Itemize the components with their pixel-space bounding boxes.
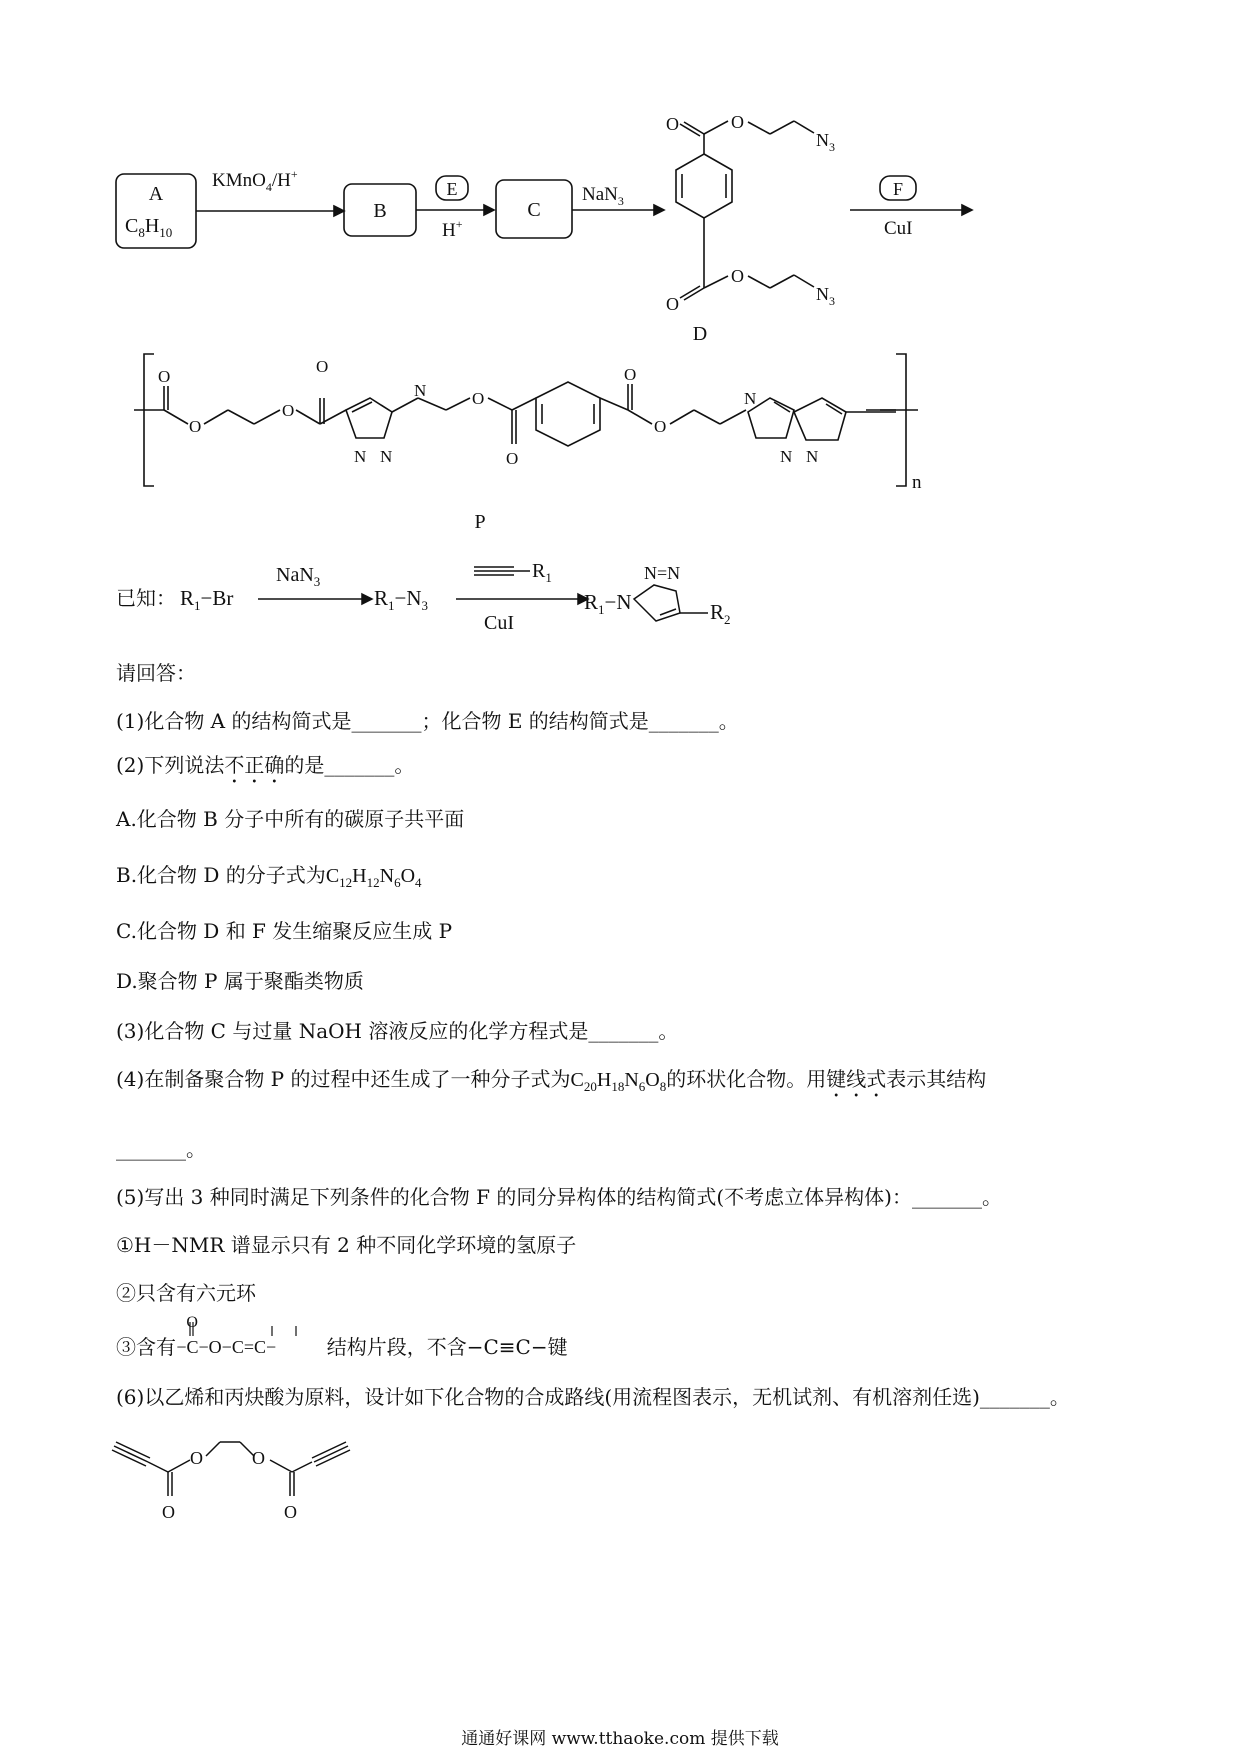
question-4: (4)在制备聚合物 P 的过程中还生成了一种分子式为$C_{20}H_{18}N_6O_8$的环状化合物。用键线式表示其结构	[116, 1067, 987, 1094]
p-n-3: N	[380, 447, 393, 466]
d-n3-bottom: $N_3$	[816, 284, 835, 308]
p-o-6: O	[506, 449, 519, 468]
circled-e-label: E	[446, 179, 458, 199]
known-product-r1: $R_1-N$	[584, 590, 632, 617]
option-a: A.化合物 B 分子中所有的碳原子共平面	[116, 807, 465, 831]
known-product-r2: $R_2$	[710, 600, 731, 627]
ester-fragment: O −C−O−C=C−	[176, 1314, 277, 1357]
box-a-formula: $C_8H_{10}$	[125, 215, 173, 240]
condition-1: ①H－NMR 谱显示只有 2 种不同化学环境的氢原子	[116, 1233, 577, 1257]
option-c: C.化合物 D 和 F 发生缩聚反应生成 P	[116, 919, 453, 943]
question-5: (5)写出 3 种同时满足下列条件的化合物 F 的同分异构体的结构简式(不考虑立体异构体)：_______。	[116, 1185, 1002, 1209]
polymer-label: P	[474, 511, 486, 533]
d-o-1: O	[666, 114, 679, 134]
p-o-2: O	[189, 417, 202, 436]
p-o-4: O	[316, 357, 329, 376]
target-o-1: O	[190, 1448, 203, 1468]
target-o-2: O	[252, 1448, 265, 1468]
question-3: (3)化合物 C 与过量 NaOH 溶液反应的化学方程式是_______。	[116, 1019, 679, 1043]
known-nan3: NaN$_3$	[276, 564, 321, 589]
option-b-formula: $C_{12}H_{12}N_6O_4$	[325, 865, 422, 890]
option-d: D.聚合物 P 属于聚酯类物质	[116, 969, 364, 993]
reagent-kmno4: KMnO$_4$/H+	[212, 167, 298, 194]
known-product-nn: N=N	[644, 563, 681, 583]
p-o-5: O	[472, 389, 485, 408]
known-prefix: 已知：	[116, 588, 176, 610]
intro: 请回答：	[116, 661, 196, 685]
known-cui: CuI	[484, 612, 514, 634]
compound-d-label: D	[692, 323, 708, 345]
target-o-3: O	[162, 1502, 175, 1522]
option-b: B.化合物 D 的分子式为$C_{12}H_{12}N_6O_4$	[116, 863, 422, 890]
p-n-6: N	[806, 447, 819, 466]
reagent-h-plus: H+	[442, 217, 463, 241]
question-4-blank: _______。	[116, 1137, 206, 1161]
question-2: (2)下列说法不正确的是_______。	[116, 753, 415, 777]
p-n-4: N	[744, 389, 757, 408]
d-o-4: O	[731, 266, 744, 286]
p-n-1: N	[414, 381, 427, 400]
p-o-7: O	[624, 365, 637, 384]
known-r1-n3: $R_1-N_3$	[374, 586, 429, 613]
target-o-4: O	[284, 1502, 297, 1522]
box-c-label: C	[527, 199, 541, 221]
q2-emphasis: 不正确	[224, 753, 285, 777]
p-o-8: O	[654, 417, 667, 436]
p-o-1: O	[158, 367, 171, 386]
question-6: (6)以乙烯和丙炔酸为原料，设计如下化合物的合成路线(用流程图表示，无机试剂、有机溶剂任选)_______。	[116, 1385, 1070, 1409]
question-1: (1)化合物 A 的结构简式是_______；化合物 E 的结构简式是_______。	[116, 709, 739, 733]
reagent-cui: CuI	[884, 218, 913, 239]
known-alkyne-r: $R_1$	[532, 560, 552, 585]
reagent-nan3: NaN$_3$	[582, 184, 624, 208]
p-o-3: O	[282, 401, 295, 420]
footer-watermark: 通通好课网 www.tthaoke.com 提供下载	[461, 1729, 779, 1749]
circled-f-label: F	[892, 179, 904, 199]
condition-2: ②只含有六元环	[116, 1281, 256, 1305]
polymer-p-triazole-2	[0, 0, 1240, 560]
p-n-2: N	[354, 447, 367, 466]
d-o-2: O	[731, 112, 744, 132]
d-o-3: O	[666, 294, 679, 314]
box-a-label: A	[148, 183, 164, 205]
box-b-label: B	[373, 200, 387, 222]
d-n3-top: $N_3$	[816, 130, 835, 154]
known-r1-br: $R_1-Br$	[180, 586, 234, 613]
target-compound	[100, 1428, 360, 1528]
q4-formula: $C_{20}H_{18}N_6O_8$	[570, 1069, 667, 1094]
polymer-n: n	[912, 472, 922, 493]
known-reaction	[0, 555, 1240, 645]
p-n-5: N	[780, 447, 793, 466]
condition-3: ③含有 O −C−O−C=C− 结构片段，不含−C≡C−键	[116, 1314, 568, 1359]
